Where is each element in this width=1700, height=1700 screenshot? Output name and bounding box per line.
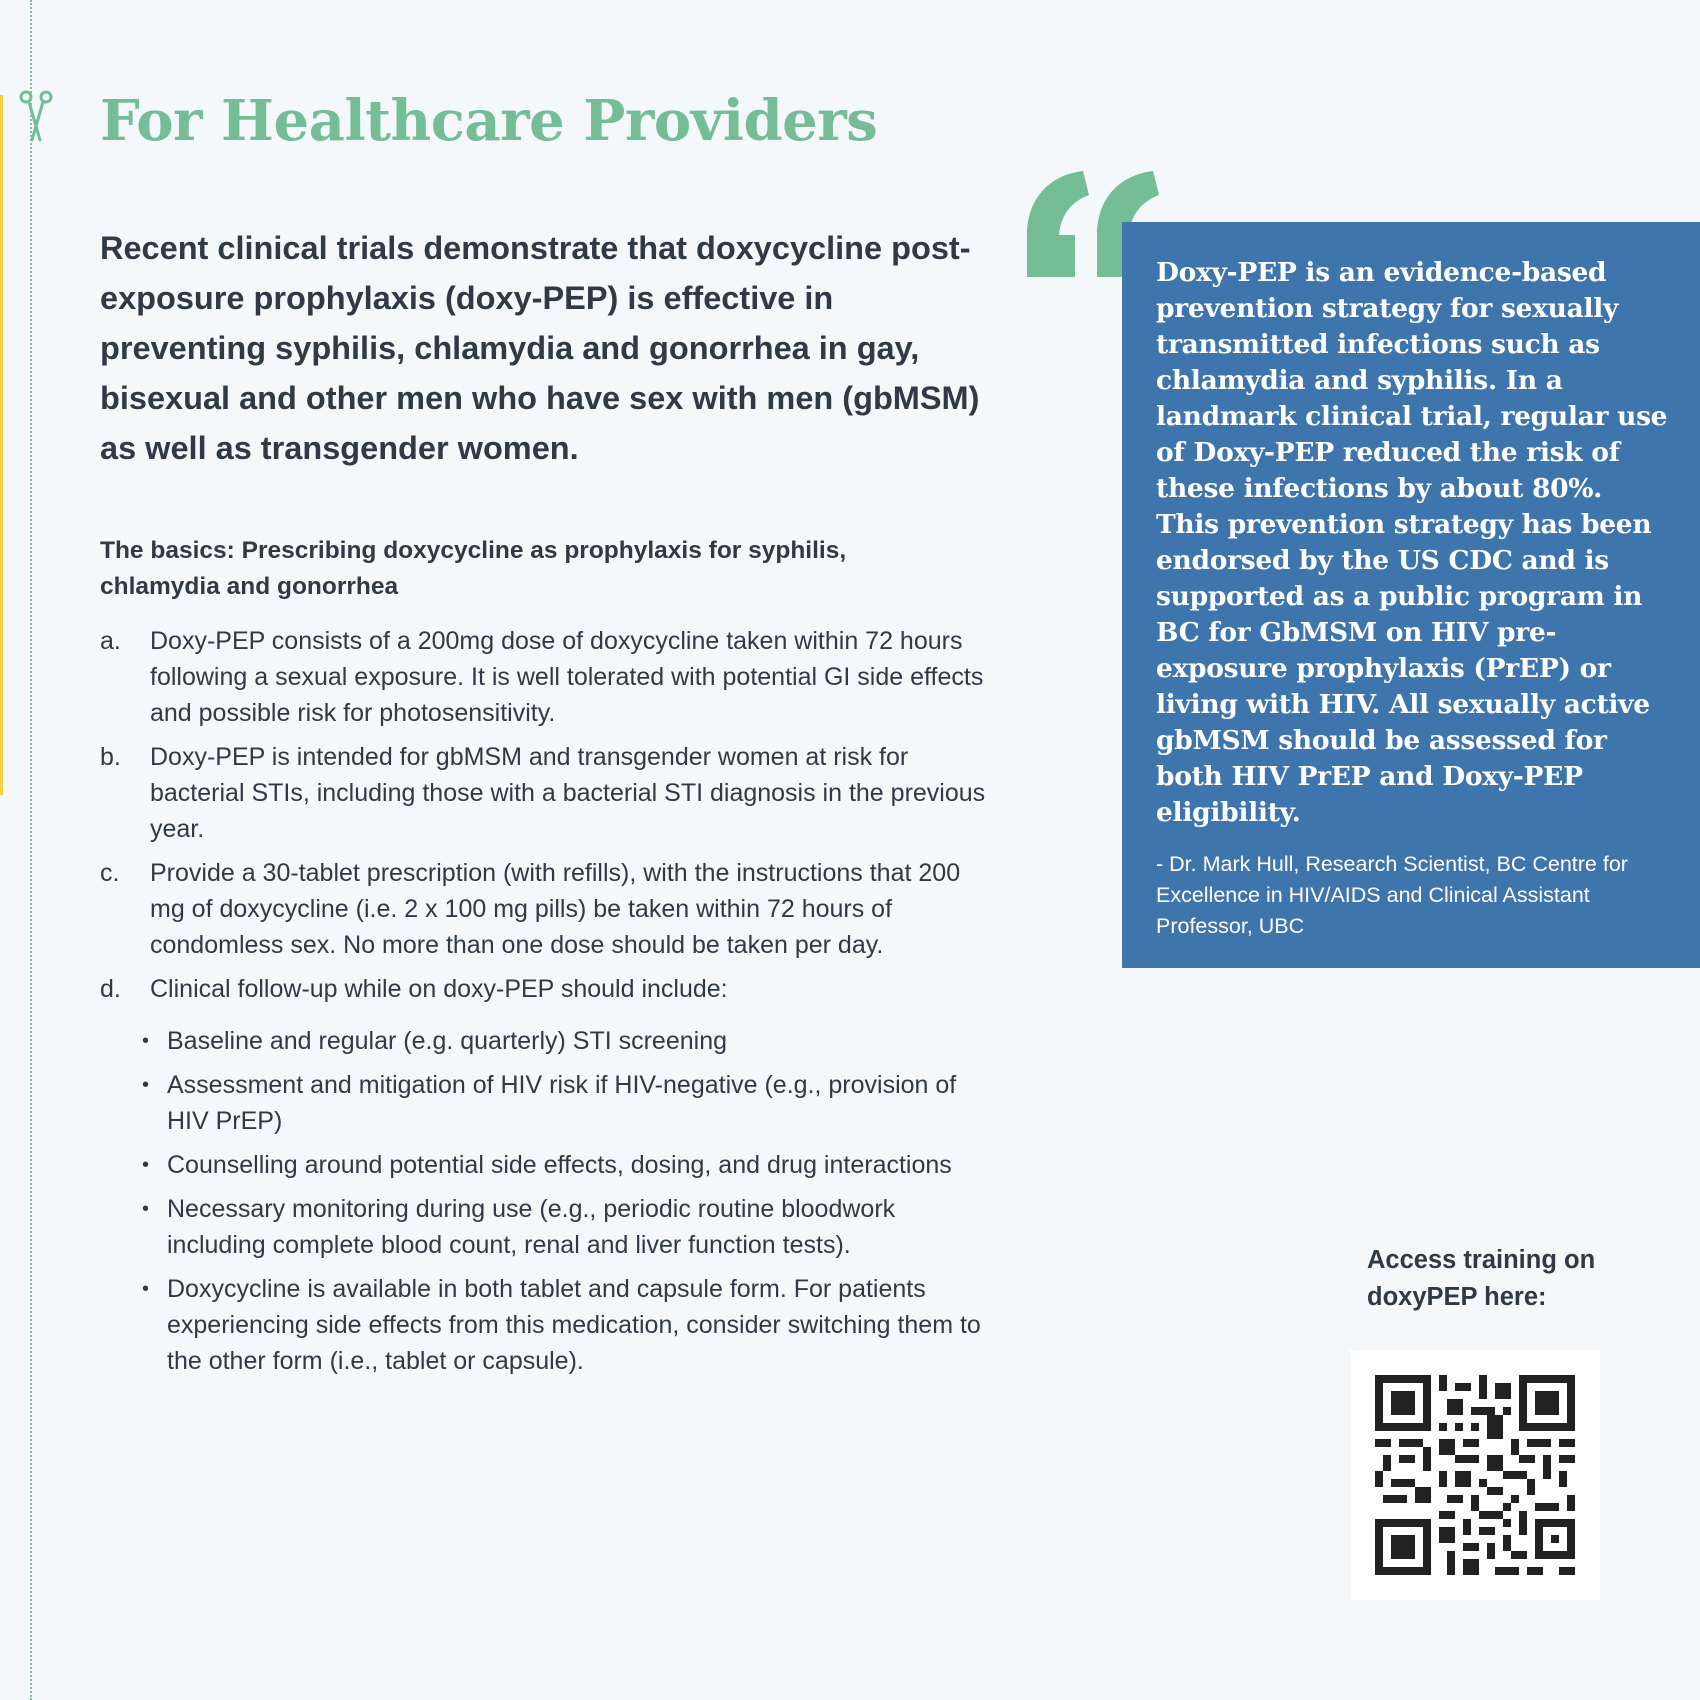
list-item: [100, 1271, 990, 1379]
step-marker: d.: [100, 975, 121, 1003]
list-item: [100, 1191, 990, 1263]
step-a: [100, 623, 990, 731]
qr-label: Access training on doxyPEP here:: [1367, 1246, 1596, 1311]
prescribing-steps: [100, 623, 990, 1387]
followup-list: [100, 1023, 990, 1379]
list-item: [100, 1147, 990, 1183]
bullet-icon: •: [142, 1030, 150, 1052]
step-text: Clinical follow-up while on doxy-PEP should include:: [150, 975, 728, 1003]
bullet-icon: •: [142, 1278, 150, 1300]
list-item-text: Counselling around potential side effects, dosing, and drug interactions: [167, 1151, 952, 1179]
step-d: [100, 971, 990, 1007]
list-item: [100, 1023, 990, 1059]
step-marker: b.: [100, 743, 121, 771]
list-item: [100, 1067, 990, 1139]
step-b: [100, 739, 990, 847]
basics-heading: The basics: Prescribing doxycycline as prophylaxis for syphilis, chlamydia and gonorrhea: [100, 537, 847, 600]
step-marker: c.: [100, 859, 120, 887]
step-text: Doxy-PEP consists of a 200mg dose of doxycycline taken within 72 hours following a sexual exposure. It is well tolerated with potential GI side effects and possible risk for photosensitivity.: [150, 627, 984, 727]
scissors-icon: [16, 88, 56, 148]
bullet-icon: •: [142, 1074, 150, 1096]
qr-code[interactable]: [1350, 1350, 1600, 1600]
page-title: For Healthcare Providers: [100, 88, 878, 154]
bullet-icon: •: [142, 1154, 150, 1176]
quote-attribution: - Dr. Mark Hull, Research Scientist, BC Centre for Excellence in HIV/AIDS and Clinical Assistant Professor, UBC: [1156, 852, 1628, 938]
qr-code-icon[interactable]: [1375, 1375, 1575, 1575]
quote-box: [1122, 222, 1700, 968]
step-text: Doxy-PEP is intended for gbMSM and transgender women at risk for bacterial STIs, including those with a bacterial STI diagnosis in the previous year.: [150, 743, 986, 843]
yellow-edge-bar: [0, 95, 3, 795]
step-text: Provide a 30-tablet prescription (with refills), with the instructions that 200 mg of doxycycline (i.e. 2 x 100 mg pills) be taken within 72 hours of condomless sex. No more than one dose should be taken per day.: [150, 859, 961, 959]
step-marker: a.: [100, 627, 121, 655]
list-item-text: Doxycycline is available in both tablet and capsule form. For patients experiencing side effects from this medication, consider switching them to the other form (i.e., tablet or capsule).: [167, 1275, 981, 1375]
bullet-icon: •: [142, 1198, 150, 1220]
list-item-text: Necessary monitoring during use (e.g., periodic routine bloodwork including complete blood count, renal and liver function tests).: [167, 1195, 896, 1259]
list-item-text: Assessment and mitigation of HIV risk if HIV-negative (e.g., provision of HIV PrEP): [167, 1071, 957, 1135]
list-item-text: Baseline and regular (e.g. quarterly) STI screening: [167, 1027, 728, 1055]
step-c: [100, 855, 990, 963]
lead-paragraph: Recent clinical trials demonstrate that doxycycline post-exposure prophylaxis (doxy-PEP) is effective in preventing syphilis, chlamydia and gonorrhea in gay, bisexual and other men who have sex with men (gbMSM) as well as transgender women.: [100, 230, 980, 466]
dotted-cut-line: [30, 0, 32, 1700]
quote-text: Doxy-PEP is an evidence-based prevention strategy for sexually transmitted infections such as chlamydia and syphilis. In a landmark clinical trial, regular use of Doxy-PEP reduced the risk of these infections by about 80%. This prevention strategy has been endorsed by the US CDC and is supported as a public program in BC for GbMSM on HIV pre-exposure prophylaxis (PrEP) or living with HIV. All sexually active gbMSM should be assessed for both HIV PrEP and Doxy-PEP eligibility.: [1156, 257, 1668, 828]
